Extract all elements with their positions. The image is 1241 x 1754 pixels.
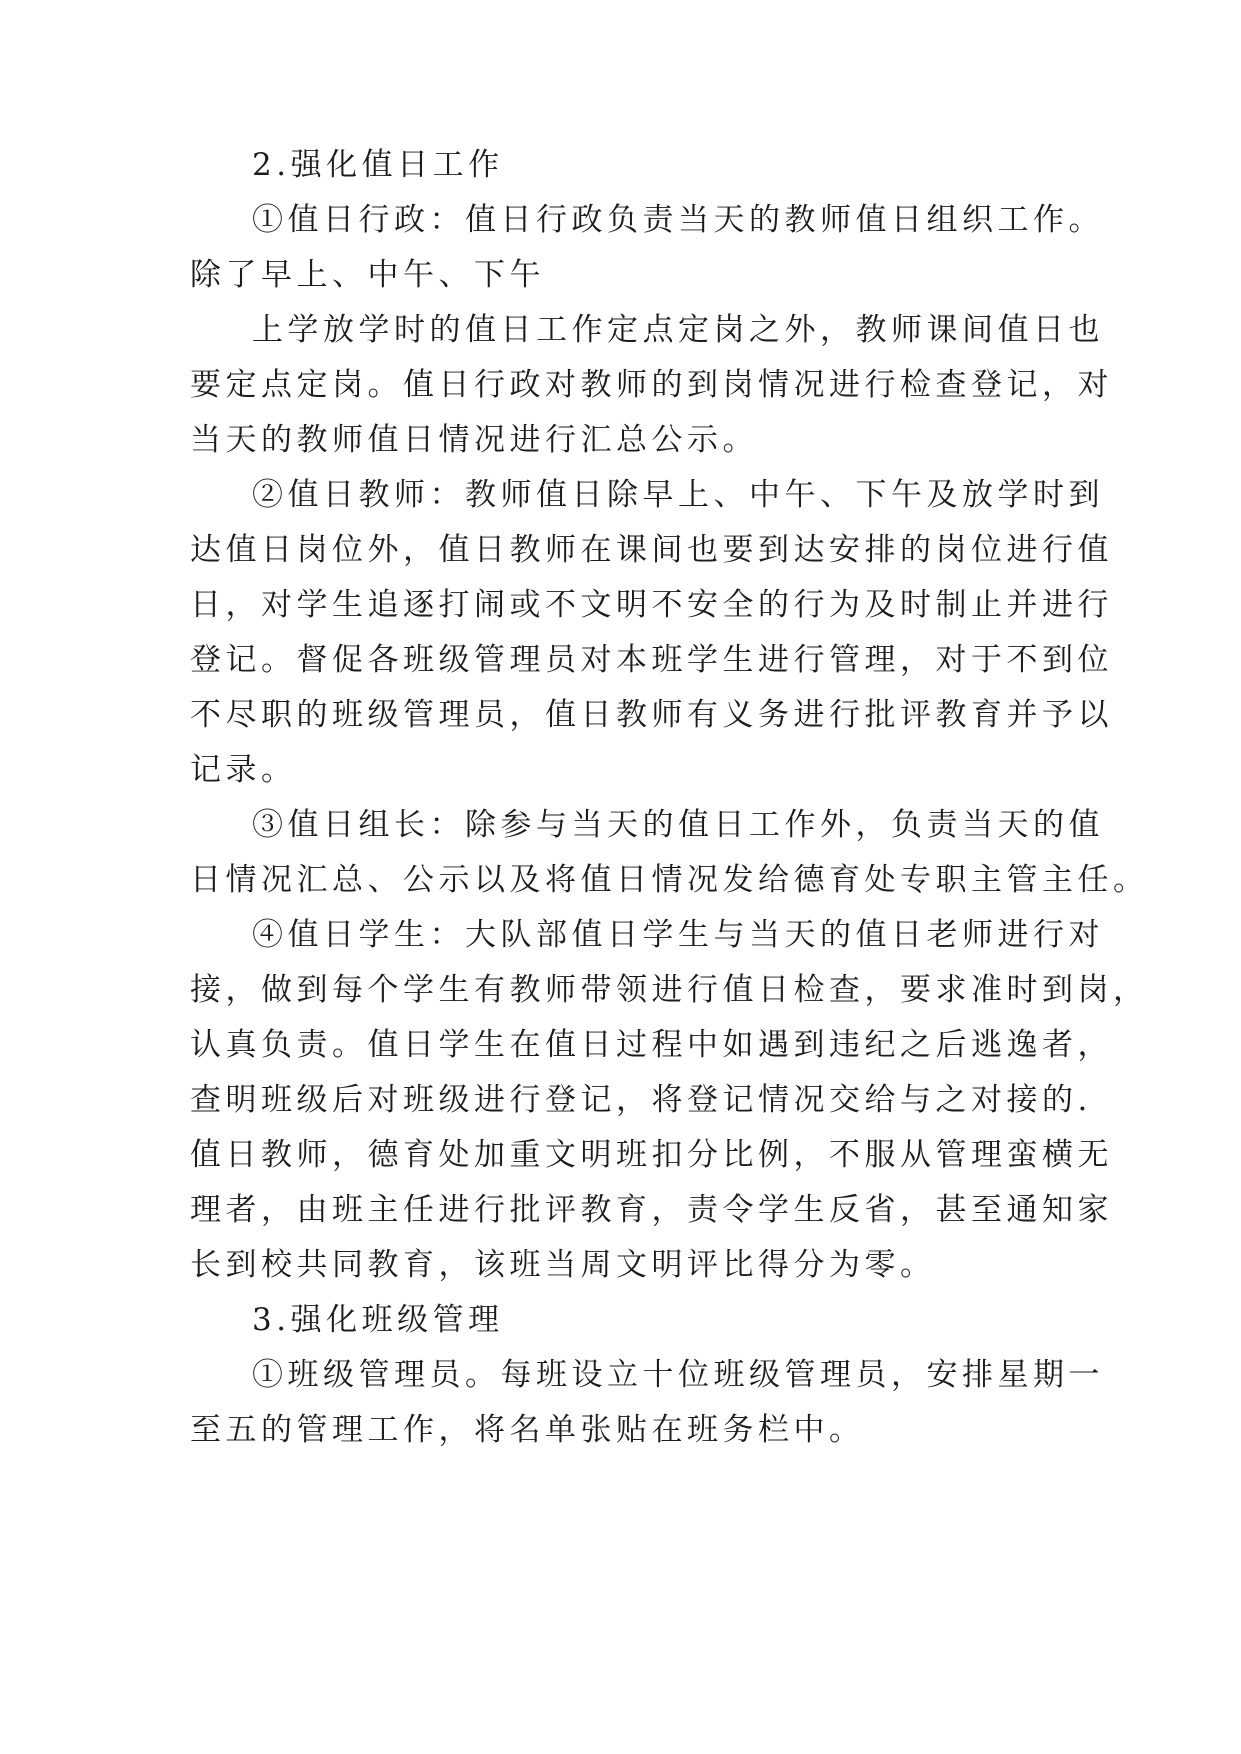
text-line: 达值日岗位外，值日教师在课间也要到达安排的岗位进行值 bbox=[190, 532, 1113, 568]
text-line: 日，对学生追逐打闹或不文明不安全的行为及时制止并进行 bbox=[190, 587, 1113, 623]
text-line: 值日教师，德育处加重文明班扣分比例，不服从管理蛮横无 bbox=[190, 1137, 1113, 1173]
text-line: 认真负责。值日学生在值日过程中如遇到违纪之后逃逸者， bbox=[190, 1027, 1113, 1063]
text-line: 长到校共同教育，该班当周文明评比得分为零。 bbox=[190, 1247, 936, 1283]
text-line: 除了早上、中午、下午 bbox=[190, 257, 545, 293]
text-line: 接，做到每个学生有教师带领进行值日检查，要求准时到岗， bbox=[190, 972, 1149, 1008]
text-line: 上学放学时的值日工作定点定岗之外，教师课间值日也 bbox=[252, 312, 1104, 348]
text-line: 日情况汇总、公示以及将值日情况发给德育处专职主管主任。 bbox=[190, 862, 1149, 898]
text-line: 记录。 bbox=[190, 752, 297, 788]
text-line: 不尽职的班级管理员，值日教师有义务进行批评教育并予以 bbox=[190, 697, 1113, 733]
section-heading: 3.强化班级管理 bbox=[252, 1302, 504, 1338]
text-line: ①班级管理员。每班设立十位班级管理员，安排星期一 bbox=[252, 1357, 1104, 1393]
text-line: ④值日学生：大队部值日学生与当天的值日老师进行对 bbox=[252, 917, 1104, 953]
text-line: ②值日教师：教师值日除早上、中午、下午及放学时到 bbox=[252, 477, 1104, 513]
text-line: ③值日组长：除参与当天的值日工作外，负责当天的值 bbox=[252, 807, 1104, 843]
text-line: 登记。督促各班级管理员对本班学生进行管理，对于不到位 bbox=[190, 642, 1113, 678]
text-line: 至五的管理工作，将名单张贴在班务栏中。 bbox=[190, 1412, 865, 1448]
text-line: 当天的教师值日情况进行汇总公示。 bbox=[190, 422, 758, 458]
text-line: 要定点定岗。值日行政对教师的到岗情况进行检查登记，对 bbox=[190, 367, 1113, 403]
text-line: 理者，由班主任进行批评教育，责令学生反省，甚至通知家 bbox=[190, 1192, 1113, 1228]
text-line: 查明班级后对班级进行登记，将登记情况交给与之对接的. bbox=[190, 1082, 1092, 1118]
text-line: ①值日行政：值日行政负责当天的教师值日组织工作。 bbox=[252, 202, 1104, 238]
section-heading: 2.强化值日工作 bbox=[252, 147, 504, 183]
